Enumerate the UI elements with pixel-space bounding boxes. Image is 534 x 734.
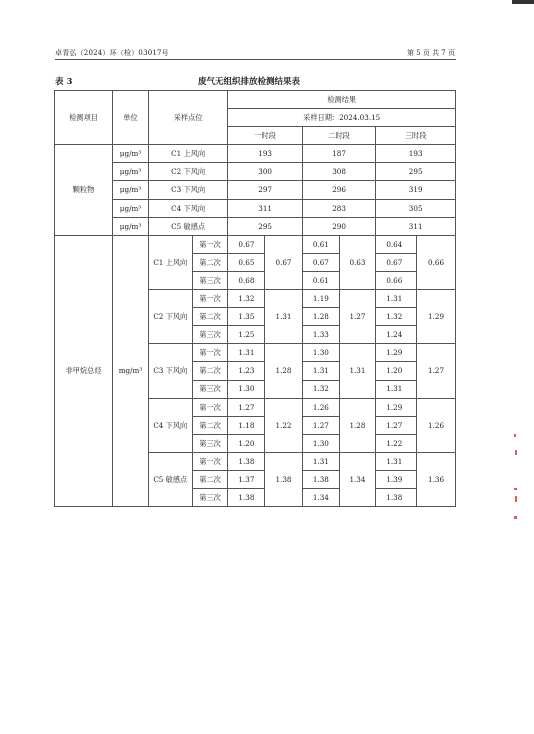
pm-value-period-3: 193: [376, 145, 456, 163]
table-title: 废气无组织排放检测结果表: [198, 77, 301, 87]
col-point-header: 采样点位: [148, 91, 228, 145]
pm-value-period-2: 296: [302, 181, 375, 199]
nmhc-value-period-3: 1.31: [376, 290, 417, 308]
nmhc-value-period-3: 1.24: [376, 326, 417, 344]
header-row-1: [55, 91, 456, 109]
pm-unit: μg/m³: [113, 199, 149, 217]
table-label: 表 3: [55, 77, 73, 87]
nmhc-value-period-2: 1.31: [302, 452, 339, 470]
col-unit-header: 单位: [113, 91, 149, 145]
nmhc-avg-period-1: 1.38: [265, 452, 303, 506]
nmhc-value-period-2: 1.30: [302, 344, 339, 362]
nmhc-value-period-1: 1.38: [228, 452, 265, 470]
nmhc-sample-number: 第二次: [192, 416, 228, 434]
nmhc-avg-period-3: 1.26: [417, 398, 456, 452]
nmhc-value-period-3: 1.38: [376, 489, 417, 507]
pm-value-period-1: 193: [228, 145, 302, 163]
nmhc-value-period-2: 0.61: [302, 271, 339, 289]
pm-point: C4 下风向: [148, 199, 228, 217]
nmhc-value-period-1: 1.37: [228, 470, 265, 488]
pm-value-period-3: 305: [376, 199, 456, 217]
nmhc-value-period-2: 1.38: [302, 470, 339, 488]
nmhc-sample-number: 第三次: [192, 326, 228, 344]
nmhc-point: C5 敏感点: [148, 452, 192, 506]
nmhc-value-period-3: 1.31: [376, 380, 417, 398]
nmhc-value-period-2: 1.32: [302, 380, 339, 398]
nmhc-unit: mg/m³: [113, 235, 149, 506]
nmhc-sample-number: 第二次: [192, 253, 228, 271]
pm-value-period-2: 283: [302, 199, 375, 217]
nmhc-value-period-1: 1.23: [228, 362, 265, 380]
period-3-header: 三时段: [376, 127, 456, 145]
sample-date: 采样日期：2024.03.15: [228, 109, 456, 127]
nmhc-value-period-3: 1.32: [376, 308, 417, 326]
nmhc-value-period-3: 1.27: [376, 416, 417, 434]
pm-value-period-3: 311: [376, 217, 456, 235]
pm-value-period-3: 295: [376, 163, 456, 181]
doc-number: 卓青弘（2024）环（检）03017号: [55, 49, 169, 57]
pm-value-period-1: 300: [228, 163, 302, 181]
pm-value-period-1: 295: [228, 217, 302, 235]
page-top-edge: [0, 0, 534, 6]
pm-point: C2 下风向: [148, 163, 228, 181]
pm-value-period-1: 297: [228, 181, 302, 199]
nmhc-value-period-2: 1.31: [302, 362, 339, 380]
red-margin-marks: [508, 430, 522, 530]
nmhc-value-period-1: 1.38: [228, 489, 265, 507]
nmhc-value-period-2: 0.61: [302, 235, 339, 253]
pm-value-period-1: 311: [228, 199, 302, 217]
nmhc-sample-number: 第三次: [192, 271, 228, 289]
scan-corner-mark: [512, 0, 534, 4]
nmhc-value-period-2: 1.33: [302, 326, 339, 344]
nmhc-avg-period-2: 1.34: [339, 452, 376, 506]
nmhc-value-period-2: 0.67: [302, 253, 339, 271]
nmhc-point: C4 下风向: [148, 398, 192, 452]
nmhc-value-period-2: 1.26: [302, 398, 339, 416]
nmhc-sample-number: 第二次: [192, 470, 228, 488]
nmhc-avg-period-1: 0.67: [265, 235, 303, 289]
nmhc-value-period-2: 1.30: [302, 434, 339, 452]
pm-value-period-2: 308: [302, 163, 375, 181]
period-1-header: 一时段: [228, 127, 302, 145]
nmhc-sample-number: 第三次: [192, 380, 228, 398]
nmhc-avg-period-2: 1.27: [339, 290, 376, 344]
nmhc-sample-number: 第一次: [192, 452, 228, 470]
nmhc-value-period-3: 0.64: [376, 235, 417, 253]
nmhc-value-period-2: 1.19: [302, 290, 339, 308]
nmhc-row: [55, 235, 456, 253]
nmhc-avg-period-3: 1.27: [417, 344, 456, 398]
nmhc-value-period-3: 1.29: [376, 398, 417, 416]
results-table: [54, 90, 456, 507]
nmhc-value-period-3: 0.67: [376, 253, 417, 271]
nmhc-value-period-1: 1.31: [228, 344, 265, 362]
pm-point: C3 下风向: [148, 181, 228, 199]
nmhc-value-period-3: 1.29: [376, 344, 417, 362]
pm-row: [55, 163, 456, 181]
nmhc-avg-period-2: 0.63: [339, 235, 376, 289]
nmhc-value-period-1: 1.27: [228, 398, 265, 416]
nmhc-value-period-1: 1.30: [228, 380, 265, 398]
nmhc-avg-period-2: 1.31: [339, 344, 376, 398]
nmhc-value-period-2: 1.28: [302, 308, 339, 326]
pm-row: [55, 199, 456, 217]
nmhc-sample-number: 第一次: [192, 290, 228, 308]
nmhc-sample-number: 第一次: [192, 344, 228, 362]
pm-unit: μg/m³: [113, 163, 149, 181]
page-info: 第 5 页 共 7 页: [406, 49, 455, 57]
nmhc-avg-period-3: 1.29: [417, 290, 456, 344]
pm-item-label: 颗粒物: [55, 145, 113, 235]
nmhc-value-period-1: 1.35: [228, 308, 265, 326]
nmhc-value-period-1: 0.65: [228, 253, 265, 271]
pm-unit: μg/m³: [113, 217, 149, 235]
pm-row: [55, 217, 456, 235]
nmhc-sample-number: 第一次: [192, 398, 228, 416]
nmhc-value-period-1: 1.25: [228, 326, 265, 344]
col-result-header: 检测结果: [228, 91, 456, 109]
pm-unit: μg/m³: [113, 145, 149, 163]
header-rule: [55, 59, 456, 60]
col-item-header: 检测项目: [55, 91, 113, 145]
nmhc-value-period-3: 0.66: [376, 271, 417, 289]
nmhc-item-label: 非甲烷总烃: [55, 235, 113, 506]
nmhc-avg-period-2: 1.28: [339, 398, 376, 452]
nmhc-value-period-1: 1.32: [228, 290, 265, 308]
nmhc-value-period-2: 1.27: [302, 416, 339, 434]
pm-value-period-2: 290: [302, 217, 375, 235]
nmhc-sample-number: 第二次: [192, 308, 228, 326]
pm-row: [55, 181, 456, 199]
nmhc-value-period-1: 0.68: [228, 271, 265, 289]
nmhc-point: C3 下风向: [148, 344, 192, 398]
pm-point: C1 上风向: [148, 145, 228, 163]
nmhc-avg-period-3: 1.36: [417, 452, 456, 506]
nmhc-value-period-3: 1.20: [376, 362, 417, 380]
pm-unit: μg/m³: [113, 181, 149, 199]
period-2-header: 二时段: [302, 127, 375, 145]
nmhc-avg-period-1: 1.28: [265, 344, 303, 398]
nmhc-point: C1 上风向: [148, 235, 192, 289]
nmhc-value-period-1: 1.20: [228, 434, 265, 452]
nmhc-sample-number: 第三次: [192, 489, 228, 507]
pm-point: C5 敏感点: [148, 217, 228, 235]
nmhc-sample-number: 第一次: [192, 235, 228, 253]
nmhc-value-period-3: 1.22: [376, 434, 417, 452]
nmhc-value-period-1: 1.18: [228, 416, 265, 434]
pm-row: [55, 145, 456, 163]
nmhc-point: C2 下风向: [148, 290, 192, 344]
nmhc-value-period-3: 1.31: [376, 452, 417, 470]
nmhc-sample-number: 第二次: [192, 362, 228, 380]
pm-value-period-2: 187: [302, 145, 375, 163]
pm-value-period-3: 319: [376, 181, 456, 199]
nmhc-value-period-3: 1.39: [376, 470, 417, 488]
nmhc-value-period-1: 0.67: [228, 235, 265, 253]
nmhc-avg-period-3: 0.66: [417, 235, 456, 289]
nmhc-avg-period-1: 1.22: [265, 398, 303, 452]
nmhc-value-period-2: 1.34: [302, 489, 339, 507]
nmhc-sample-number: 第三次: [192, 434, 228, 452]
nmhc-avg-period-1: 1.31: [265, 290, 303, 344]
